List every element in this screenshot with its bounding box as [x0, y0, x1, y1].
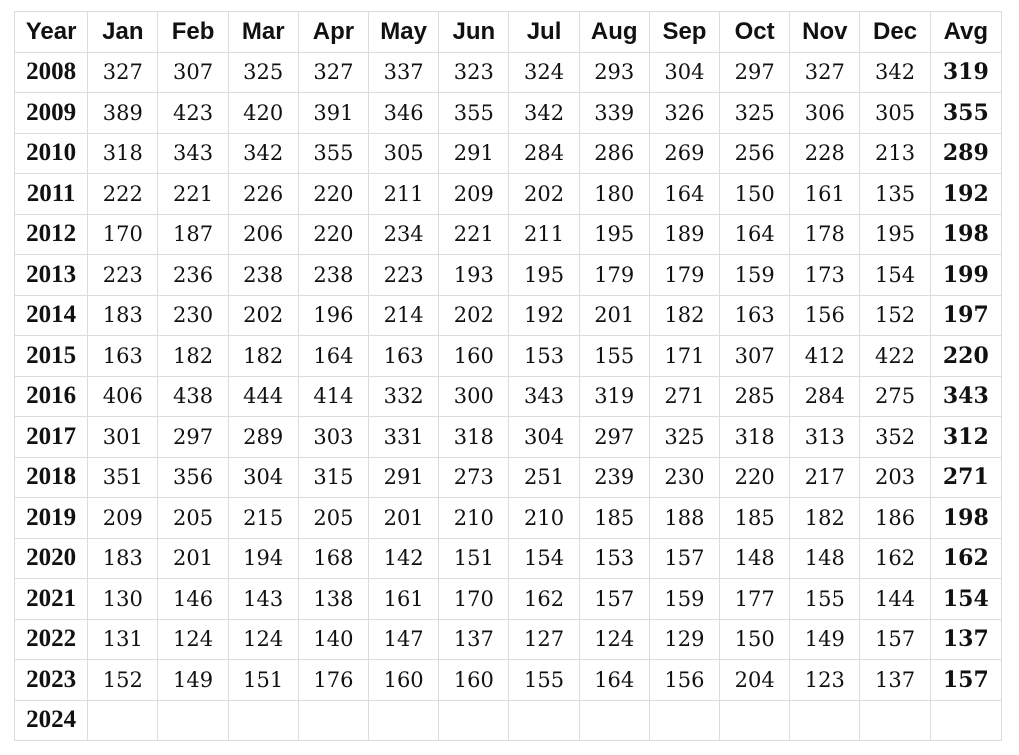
- month-value-cell: 178: [790, 214, 860, 255]
- month-value-cell: 406: [88, 376, 158, 417]
- month-value-cell: 210: [509, 498, 579, 539]
- month-value-cell: 220: [720, 457, 790, 498]
- average-value-cell: 198: [930, 214, 1001, 255]
- month-value-cell: 305: [369, 133, 439, 174]
- month-value-cell: 162: [860, 538, 930, 579]
- year-cell: 2017: [15, 417, 88, 458]
- average-value-cell: 157: [930, 660, 1001, 701]
- month-value-cell: 162: [509, 579, 579, 620]
- month-value-cell: 339: [579, 93, 649, 134]
- month-value-cell: 149: [790, 619, 860, 660]
- month-value-cell: 323: [439, 52, 509, 93]
- month-value-cell: 327: [298, 52, 368, 93]
- month-value-cell: 179: [579, 255, 649, 296]
- table-row: [15, 700, 1002, 741]
- average-value-cell: 220: [930, 336, 1001, 377]
- month-value-cell: 301: [88, 417, 158, 458]
- month-value-cell: 195: [579, 214, 649, 255]
- month-value-cell: 273: [439, 457, 509, 498]
- month-value-cell: [860, 700, 930, 741]
- table-row: [15, 457, 1002, 498]
- month-value-cell: 391: [298, 93, 368, 134]
- month-value-cell: 203: [860, 457, 930, 498]
- month-value-cell: 355: [298, 133, 368, 174]
- month-value-cell: 152: [88, 660, 158, 701]
- month-value-cell: 163: [88, 336, 158, 377]
- month-value-cell: 325: [649, 417, 719, 458]
- month-value-cell: 182: [228, 336, 298, 377]
- year-cell: 2014: [15, 295, 88, 336]
- month-value-cell: 142: [369, 538, 439, 579]
- month-value-cell: 159: [720, 255, 790, 296]
- month-value-cell: 201: [369, 498, 439, 539]
- column-header-nov: Nov: [790, 12, 860, 53]
- month-value-cell: 223: [88, 255, 158, 296]
- month-value-cell: 160: [439, 660, 509, 701]
- month-value-cell: 179: [649, 255, 719, 296]
- average-value-cell: 199: [930, 255, 1001, 296]
- column-header-sep: Sep: [649, 12, 719, 53]
- table-row: [15, 93, 1002, 134]
- month-value-cell: 343: [509, 376, 579, 417]
- month-value-cell: 161: [369, 579, 439, 620]
- month-value-cell: 182: [790, 498, 860, 539]
- month-value-cell: 204: [720, 660, 790, 701]
- year-cell: 2018: [15, 457, 88, 498]
- year-cell: 2013: [15, 255, 88, 296]
- average-value-cell: 162: [930, 538, 1001, 579]
- table-row: [15, 376, 1002, 417]
- month-value-cell: 420: [228, 93, 298, 134]
- column-header-aug: Aug: [579, 12, 649, 53]
- table-row: [15, 498, 1002, 539]
- month-value-cell: 221: [439, 214, 509, 255]
- month-value-cell: 342: [509, 93, 579, 134]
- month-value-cell: 297: [579, 417, 649, 458]
- month-value-cell: 144: [860, 579, 930, 620]
- month-value-cell: 176: [298, 660, 368, 701]
- month-value-cell: 215: [228, 498, 298, 539]
- month-value-cell: 193: [439, 255, 509, 296]
- month-value-cell: [228, 700, 298, 741]
- month-value-cell: 159: [649, 579, 719, 620]
- month-value-cell: 131: [88, 619, 158, 660]
- month-value-cell: 160: [369, 660, 439, 701]
- month-value-cell: 211: [509, 214, 579, 255]
- month-value-cell: 164: [649, 174, 719, 215]
- month-value-cell: 124: [579, 619, 649, 660]
- month-value-cell: 140: [298, 619, 368, 660]
- year-cell: 2022: [15, 619, 88, 660]
- month-value-cell: 289: [228, 417, 298, 458]
- month-value-cell: 194: [228, 538, 298, 579]
- average-value-cell: 271: [930, 457, 1001, 498]
- year-cell: 2019: [15, 498, 88, 539]
- month-value-cell: 438: [158, 376, 228, 417]
- month-value-cell: 163: [720, 295, 790, 336]
- month-value-cell: 211: [369, 174, 439, 215]
- month-value-cell: 170: [439, 579, 509, 620]
- month-value-cell: 324: [509, 52, 579, 93]
- month-value-cell: 124: [158, 619, 228, 660]
- month-value-cell: 160: [439, 336, 509, 377]
- month-value-cell: 285: [720, 376, 790, 417]
- month-value-cell: [790, 700, 860, 741]
- month-value-cell: 300: [439, 376, 509, 417]
- year-cell: 2012: [15, 214, 88, 255]
- month-value-cell: 222: [88, 174, 158, 215]
- month-value-cell: 220: [298, 214, 368, 255]
- table-row: [15, 336, 1002, 377]
- month-value-cell: 196: [298, 295, 368, 336]
- year-cell: 2011: [15, 174, 88, 215]
- month-value-cell: 173: [790, 255, 860, 296]
- month-value-cell: 355: [439, 93, 509, 134]
- month-value-cell: 307: [720, 336, 790, 377]
- month-value-cell: 318: [88, 133, 158, 174]
- year-cell: 2024: [15, 700, 88, 741]
- month-value-cell: 138: [298, 579, 368, 620]
- month-value-cell: 351: [88, 457, 158, 498]
- column-header-mar: Mar: [228, 12, 298, 53]
- month-value-cell: 164: [579, 660, 649, 701]
- month-value-cell: [158, 700, 228, 741]
- month-value-cell: 305: [860, 93, 930, 134]
- month-value-cell: 201: [579, 295, 649, 336]
- month-value-cell: 155: [509, 660, 579, 701]
- month-value-cell: 156: [649, 660, 719, 701]
- month-value-cell: 234: [369, 214, 439, 255]
- table-row: [15, 255, 1002, 296]
- year-cell: 2023: [15, 660, 88, 701]
- month-value-cell: 149: [158, 660, 228, 701]
- month-value-cell: 306: [790, 93, 860, 134]
- month-value-cell: 161: [790, 174, 860, 215]
- month-value-cell: 155: [790, 579, 860, 620]
- month-value-cell: 220: [298, 174, 368, 215]
- column-header-year: Year: [15, 12, 88, 53]
- month-value-cell: 412: [790, 336, 860, 377]
- year-cell: 2009: [15, 93, 88, 134]
- month-value-cell: 291: [369, 457, 439, 498]
- month-value-cell: 346: [369, 93, 439, 134]
- month-value-cell: 293: [579, 52, 649, 93]
- year-cell: 2021: [15, 579, 88, 620]
- column-header-apr: Apr: [298, 12, 368, 53]
- column-header-feb: Feb: [158, 12, 228, 53]
- month-value-cell: 148: [720, 538, 790, 579]
- average-value-cell: 197: [930, 295, 1001, 336]
- month-value-cell: 303: [298, 417, 368, 458]
- month-value-cell: 217: [790, 457, 860, 498]
- month-value-cell: 155: [579, 336, 649, 377]
- month-value-cell: 157: [649, 538, 719, 579]
- column-header-oct: Oct: [720, 12, 790, 53]
- header-row: [15, 12, 1002, 53]
- month-value-cell: 414: [298, 376, 368, 417]
- month-value-cell: 152: [860, 295, 930, 336]
- month-value-cell: 185: [720, 498, 790, 539]
- table-row: [15, 417, 1002, 458]
- month-value-cell: 180: [579, 174, 649, 215]
- month-value-cell: [649, 700, 719, 741]
- month-value-cell: 297: [720, 52, 790, 93]
- month-value-cell: 153: [579, 538, 649, 579]
- column-header-jul: Jul: [509, 12, 579, 53]
- month-value-cell: 304: [649, 52, 719, 93]
- month-value-cell: 304: [509, 417, 579, 458]
- month-value-cell: 168: [298, 538, 368, 579]
- month-value-cell: [369, 700, 439, 741]
- year-cell: 2016: [15, 376, 88, 417]
- average-value-cell: [930, 700, 1001, 741]
- month-value-cell: 209: [439, 174, 509, 215]
- month-value-cell: 156: [790, 295, 860, 336]
- month-value-cell: 143: [228, 579, 298, 620]
- month-value-cell: [509, 700, 579, 741]
- month-value-cell: 356: [158, 457, 228, 498]
- month-value-cell: 271: [649, 376, 719, 417]
- month-value-cell: 148: [790, 538, 860, 579]
- month-value-cell: 164: [720, 214, 790, 255]
- month-value-cell: 206: [228, 214, 298, 255]
- month-value-cell: 127: [509, 619, 579, 660]
- average-value-cell: 198: [930, 498, 1001, 539]
- month-value-cell: 444: [228, 376, 298, 417]
- month-value-cell: 183: [88, 295, 158, 336]
- month-value-cell: 214: [369, 295, 439, 336]
- table-row: [15, 174, 1002, 215]
- month-value-cell: 150: [720, 174, 790, 215]
- average-value-cell: 154: [930, 579, 1001, 620]
- month-value-cell: 124: [228, 619, 298, 660]
- month-value-cell: 325: [720, 93, 790, 134]
- month-value-cell: 186: [860, 498, 930, 539]
- table-row: [15, 619, 1002, 660]
- table-row: [15, 538, 1002, 579]
- table-row: [15, 579, 1002, 620]
- table-body: [15, 52, 1002, 741]
- month-value-cell: 202: [439, 295, 509, 336]
- average-value-cell: 137: [930, 619, 1001, 660]
- month-value-cell: 343: [158, 133, 228, 174]
- month-value-cell: 182: [158, 336, 228, 377]
- month-value-cell: 226: [228, 174, 298, 215]
- month-value-cell: 137: [860, 660, 930, 701]
- month-value-cell: 151: [228, 660, 298, 701]
- month-value-cell: 130: [88, 579, 158, 620]
- month-value-cell: 205: [158, 498, 228, 539]
- month-value-cell: [579, 700, 649, 741]
- month-value-cell: 304: [228, 457, 298, 498]
- month-value-cell: 205: [298, 498, 368, 539]
- month-value-cell: 342: [860, 52, 930, 93]
- month-value-cell: 307: [158, 52, 228, 93]
- column-header-avg: Avg: [930, 12, 1001, 53]
- month-value-cell: 389: [88, 93, 158, 134]
- month-value-cell: 210: [439, 498, 509, 539]
- month-value-cell: 236: [158, 255, 228, 296]
- average-value-cell: 343: [930, 376, 1001, 417]
- month-value-cell: 230: [649, 457, 719, 498]
- month-value-cell: 185: [579, 498, 649, 539]
- month-value-cell: 221: [158, 174, 228, 215]
- month-value-cell: 147: [369, 619, 439, 660]
- average-value-cell: 312: [930, 417, 1001, 458]
- data-table-container: [14, 11, 1002, 741]
- month-value-cell: 230: [158, 295, 228, 336]
- month-value-cell: 157: [579, 579, 649, 620]
- month-value-cell: 238: [228, 255, 298, 296]
- table-row: [15, 52, 1002, 93]
- month-value-cell: 422: [860, 336, 930, 377]
- month-value-cell: 123: [790, 660, 860, 701]
- month-value-cell: 187: [158, 214, 228, 255]
- month-value-cell: 327: [88, 52, 158, 93]
- month-value-cell: 228: [790, 133, 860, 174]
- month-value-cell: 209: [88, 498, 158, 539]
- month-value-cell: 153: [509, 336, 579, 377]
- table-row: [15, 133, 1002, 174]
- month-value-cell: 313: [790, 417, 860, 458]
- month-value-cell: 182: [649, 295, 719, 336]
- month-value-cell: 195: [860, 214, 930, 255]
- month-value-cell: 129: [649, 619, 719, 660]
- month-value-cell: 154: [509, 538, 579, 579]
- column-header-dec: Dec: [860, 12, 930, 53]
- month-value-cell: 286: [579, 133, 649, 174]
- month-value-cell: 151: [439, 538, 509, 579]
- month-value-cell: 269: [649, 133, 719, 174]
- month-value-cell: 284: [790, 376, 860, 417]
- month-value-cell: 164: [298, 336, 368, 377]
- month-value-cell: 284: [509, 133, 579, 174]
- month-value-cell: 239: [579, 457, 649, 498]
- month-value-cell: 150: [720, 619, 790, 660]
- month-value-cell: 189: [649, 214, 719, 255]
- month-value-cell: [298, 700, 368, 741]
- month-value-cell: 342: [228, 133, 298, 174]
- month-value-cell: 326: [649, 93, 719, 134]
- month-value-cell: 337: [369, 52, 439, 93]
- month-value-cell: 423: [158, 93, 228, 134]
- month-value-cell: 352: [860, 417, 930, 458]
- month-value-cell: 154: [860, 255, 930, 296]
- month-value-cell: 192: [509, 295, 579, 336]
- month-value-cell: 163: [369, 336, 439, 377]
- year-cell: 2008: [15, 52, 88, 93]
- month-value-cell: 223: [369, 255, 439, 296]
- month-value-cell: 201: [158, 538, 228, 579]
- month-value-cell: 275: [860, 376, 930, 417]
- table-row: [15, 214, 1002, 255]
- month-value-cell: 332: [369, 376, 439, 417]
- month-value-cell: 319: [579, 376, 649, 417]
- average-value-cell: 289: [930, 133, 1001, 174]
- column-header-jun: Jun: [439, 12, 509, 53]
- month-value-cell: 188: [649, 498, 719, 539]
- month-value-cell: [439, 700, 509, 741]
- average-value-cell: 192: [930, 174, 1001, 215]
- month-value-cell: 256: [720, 133, 790, 174]
- month-value-cell: 195: [509, 255, 579, 296]
- month-value-cell: [88, 700, 158, 741]
- month-value-cell: 170: [88, 214, 158, 255]
- month-value-cell: 177: [720, 579, 790, 620]
- month-value-cell: 137: [439, 619, 509, 660]
- year-cell: 2015: [15, 336, 88, 377]
- month-value-cell: 238: [298, 255, 368, 296]
- month-value-cell: 331: [369, 417, 439, 458]
- year-cell: 2020: [15, 538, 88, 579]
- month-value-cell: 183: [88, 538, 158, 579]
- column-header-jan: Jan: [88, 12, 158, 53]
- table-row: [15, 295, 1002, 336]
- month-value-cell: 318: [439, 417, 509, 458]
- month-value-cell: 135: [860, 174, 930, 215]
- month-value-cell: 157: [860, 619, 930, 660]
- average-value-cell: 319: [930, 52, 1001, 93]
- average-value-cell: 355: [930, 93, 1001, 134]
- month-value-cell: 202: [228, 295, 298, 336]
- table-row: [15, 660, 1002, 701]
- month-value-cell: [720, 700, 790, 741]
- month-value-cell: 297: [158, 417, 228, 458]
- month-value-cell: 325: [228, 52, 298, 93]
- month-value-cell: 213: [860, 133, 930, 174]
- month-value-cell: 251: [509, 457, 579, 498]
- month-value-cell: 291: [439, 133, 509, 174]
- year-cell: 2010: [15, 133, 88, 174]
- month-value-cell: 315: [298, 457, 368, 498]
- month-value-cell: 318: [720, 417, 790, 458]
- month-value-cell: 327: [790, 52, 860, 93]
- month-value-cell: 171: [649, 336, 719, 377]
- month-value-cell: 202: [509, 174, 579, 215]
- month-value-cell: 146: [158, 579, 228, 620]
- monthly-values-table: [14, 11, 1002, 741]
- column-header-may: May: [369, 12, 439, 53]
